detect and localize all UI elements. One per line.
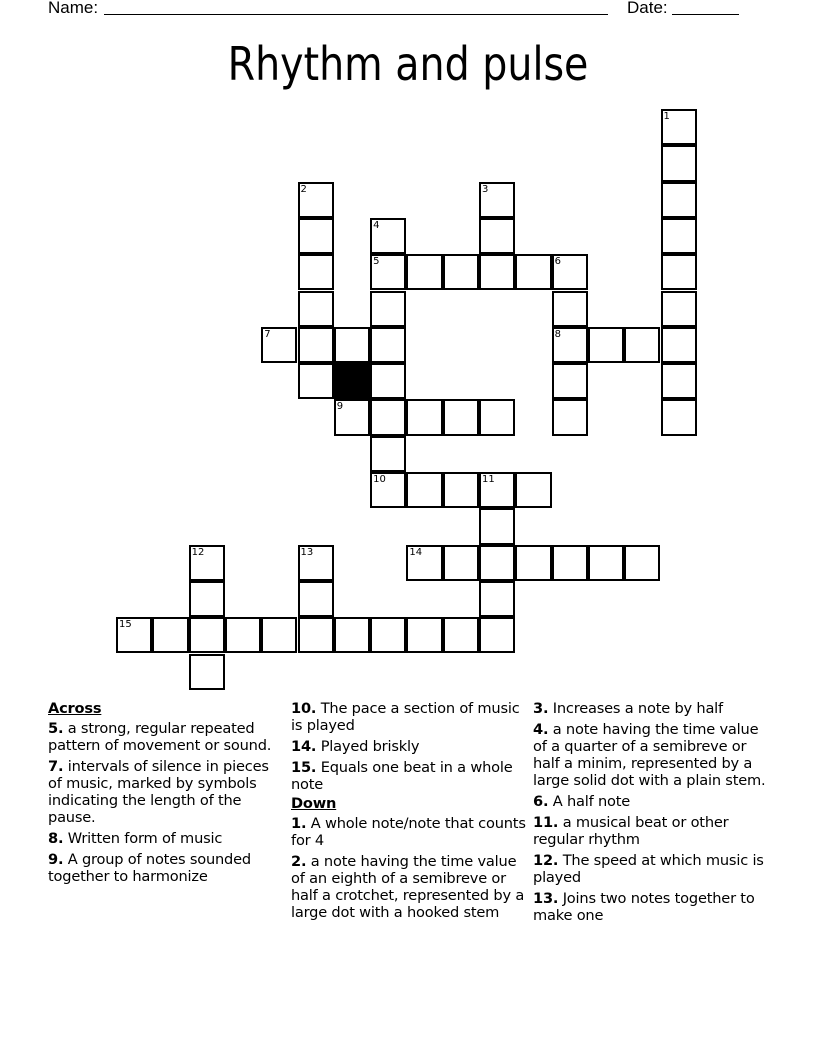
clue-down-13	[533, 890, 773, 924]
crossword-cell[interactable]	[443, 617, 479, 653]
clue-number: 9.	[48, 851, 64, 868]
crossword-cell[interactable]	[370, 399, 406, 435]
crossword-cell[interactable]	[298, 327, 334, 363]
clue-text: a note having the time value of an eighth of a semibreve or half a crotchet, represented by a large dot with a hooked stem	[291, 853, 525, 921]
crossword-cell[interactable]	[370, 436, 406, 472]
crossword-cell[interactable]	[370, 254, 406, 290]
crossword-cell[interactable]	[370, 218, 406, 254]
clue-number: 6.	[533, 793, 549, 810]
clue-text: Written form of music	[63, 830, 223, 847]
clue-text: Increases a note by half	[548, 700, 723, 717]
crossword-cell[interactable]	[552, 327, 588, 363]
crossword-cell[interactable]	[116, 617, 152, 653]
crossword-cell[interactable]	[370, 327, 406, 363]
crossword-cell[interactable]	[515, 545, 551, 581]
crossword-cell[interactable]	[552, 545, 588, 581]
clue-text: intervals of silence in pieces of music, marked by symbols indicating the length of the pause.	[48, 758, 269, 826]
clue-number-label: 13	[300, 546, 314, 558]
clue-number: 5.	[48, 720, 64, 737]
clue-text: A group of notes sounded together to harmonize	[48, 851, 251, 885]
clue-number-label: 5	[373, 256, 380, 268]
clue-across-7	[48, 758, 284, 826]
clue-number: 7.	[48, 758, 64, 775]
clue-text: Played briskly	[316, 738, 420, 755]
crossword-cell[interactable]	[515, 472, 551, 508]
crossword-cell[interactable]	[406, 399, 442, 435]
clue-number-label: 14	[409, 546, 423, 558]
crossword-cell[interactable]	[661, 327, 697, 363]
clue-number-label: 4	[373, 219, 380, 231]
clue-number-label: 6	[554, 256, 561, 268]
clues-column-2	[291, 700, 527, 925]
crossword-cell[interactable]	[261, 617, 297, 653]
clue-number-label: 10	[373, 474, 386, 485]
clue-text: a strong, regular repeated pattern of movement or sound.	[48, 720, 272, 754]
crossword-cell[interactable]	[370, 291, 406, 327]
crossword-cell[interactable]	[298, 291, 334, 327]
crossword-cell[interactable]	[225, 617, 261, 653]
clue-across-9	[48, 851, 284, 885]
crossword-cell[interactable]	[661, 363, 697, 399]
clue-text: The pace a section of music is played	[291, 700, 520, 734]
crossword-cell[interactable]	[370, 363, 406, 399]
crossword-cell[interactable]	[298, 254, 334, 290]
clue-across-8	[48, 830, 284, 847]
crossword-cell[interactable]	[661, 218, 697, 254]
crossword-cell[interactable]	[298, 617, 334, 653]
crossword-cell[interactable]	[661, 399, 697, 435]
clue-number: 11.	[533, 814, 559, 831]
clue-number-label: 9	[336, 401, 344, 413]
crossword-cell[interactable]	[661, 254, 697, 290]
crossword-cell[interactable]	[479, 617, 515, 653]
date-label: Date:	[627, 0, 668, 17]
crossword-cell[interactable]	[443, 399, 479, 435]
clue-text: A whole note/note that counts for 4	[291, 815, 526, 849]
crossword-cell[interactable]	[406, 617, 442, 653]
crossword-cell[interactable]	[552, 254, 588, 290]
crossword-cell[interactable]	[479, 545, 515, 581]
clue-number: 12.	[533, 852, 559, 869]
crossword-cell[interactable]	[370, 472, 406, 508]
crossword-cell[interactable]	[334, 399, 370, 435]
clue-number: 8.	[48, 830, 64, 847]
clue-text: a note having the time value of a quarter of a semibreve or half a minim, represented by a large solid dot with a plain stem.	[533, 721, 766, 789]
crossword-cell[interactable]	[189, 654, 225, 690]
clue-number-label: 11	[482, 474, 495, 485]
crossword-cell[interactable]	[334, 327, 370, 363]
across-heading: Across	[48, 700, 102, 717]
clue-number-label: 15	[119, 619, 132, 631]
clue-number: 14.	[291, 738, 317, 755]
crossword-cell[interactable]	[298, 182, 334, 218]
clue-text: a musical beat or other regular rhythm	[533, 814, 729, 848]
clue-down-2	[291, 853, 527, 921]
crossword-cell[interactable]	[406, 254, 442, 290]
crossword-cell[interactable]	[552, 291, 588, 327]
crossword-cell[interactable]	[189, 617, 225, 653]
crossword-cell[interactable]	[479, 508, 515, 544]
clue-number: 1.	[291, 815, 307, 832]
crossword-cell[interactable]	[334, 617, 370, 653]
clue-across-15	[291, 759, 527, 793]
clue-number: 3.	[533, 700, 549, 717]
clues-column-1	[48, 700, 284, 889]
crossword-cell[interactable]	[552, 399, 588, 435]
clue-number: 2.	[291, 853, 307, 870]
clue-down-1	[291, 815, 527, 849]
clue-number-label: 12	[191, 546, 205, 558]
clue-text: A half note	[548, 793, 631, 810]
clue-text: Joins two notes together to make one	[533, 890, 755, 924]
clue-down-4	[533, 721, 773, 789]
crossword-cell[interactable]	[588, 327, 624, 363]
clue-across-14	[291, 738, 527, 755]
clue-text: The speed at which music is played	[533, 852, 764, 886]
crossword-cell[interactable]	[515, 254, 551, 290]
crossword-cell[interactable]	[661, 291, 697, 327]
crossword-cell[interactable]	[479, 472, 515, 508]
crossword-cell[interactable]	[152, 617, 188, 653]
clue-down-12	[533, 852, 773, 886]
clue-number-label: 7	[264, 328, 271, 340]
crossword-cell[interactable]	[370, 617, 406, 653]
crossword-cell[interactable]	[298, 218, 334, 254]
crossword-cell[interactable]	[552, 363, 588, 399]
clue-down-6	[533, 793, 773, 810]
crossword-cell[interactable]	[479, 399, 515, 435]
crossword-cell[interactable]	[479, 182, 515, 218]
clue-number-label: 8	[554, 328, 561, 340]
crossword-cell[interactable]	[479, 254, 515, 290]
clue-across-5	[48, 720, 284, 754]
clue-text: Equals one beat in a whole note	[291, 759, 513, 793]
crossword-cell[interactable]	[479, 581, 515, 617]
down-heading: Down	[291, 795, 337, 812]
crossword-cell[interactable]	[298, 363, 334, 399]
crossword-cell[interactable]	[189, 581, 225, 617]
name-label: Name:	[48, 0, 99, 17]
clue-number: 15.	[291, 759, 317, 776]
clue-number-label: 2	[300, 183, 307, 195]
clue-across-10	[291, 700, 527, 734]
clue-down-11	[533, 814, 773, 848]
crossword-cell[interactable]	[661, 145, 697, 181]
crossword-cell[interactable]	[624, 327, 660, 363]
crossword-cell[interactable]	[661, 109, 697, 145]
clue-number: 13.	[533, 890, 559, 907]
clue-number: 4.	[533, 721, 549, 738]
crossword-cell[interactable]	[624, 545, 660, 581]
crossword-cell[interactable]	[443, 472, 479, 508]
clue-number-label: 3	[482, 183, 489, 195]
crossword-cell[interactable]	[406, 545, 442, 581]
crossword-cell[interactable]	[443, 545, 479, 581]
crossword-cell[interactable]	[298, 581, 334, 617]
clue-number: 10.	[291, 700, 317, 717]
crossword-cell[interactable]	[189, 545, 225, 581]
clue-number-label: 1	[663, 111, 670, 122]
crossword-cell[interactable]	[661, 182, 697, 218]
crossword-cell[interactable]	[588, 545, 624, 581]
clues-column-3	[533, 700, 773, 928]
crossword-cell[interactable]	[406, 472, 442, 508]
crossword-cell[interactable]	[261, 327, 297, 363]
page-title: Rhythm and pulse	[227, 37, 589, 91]
clue-down-3	[533, 700, 773, 717]
crossword-black-cell	[334, 363, 370, 399]
crossword-cell[interactable]	[298, 545, 334, 581]
crossword-cell[interactable]	[479, 218, 515, 254]
crossword-cell[interactable]	[443, 254, 479, 290]
